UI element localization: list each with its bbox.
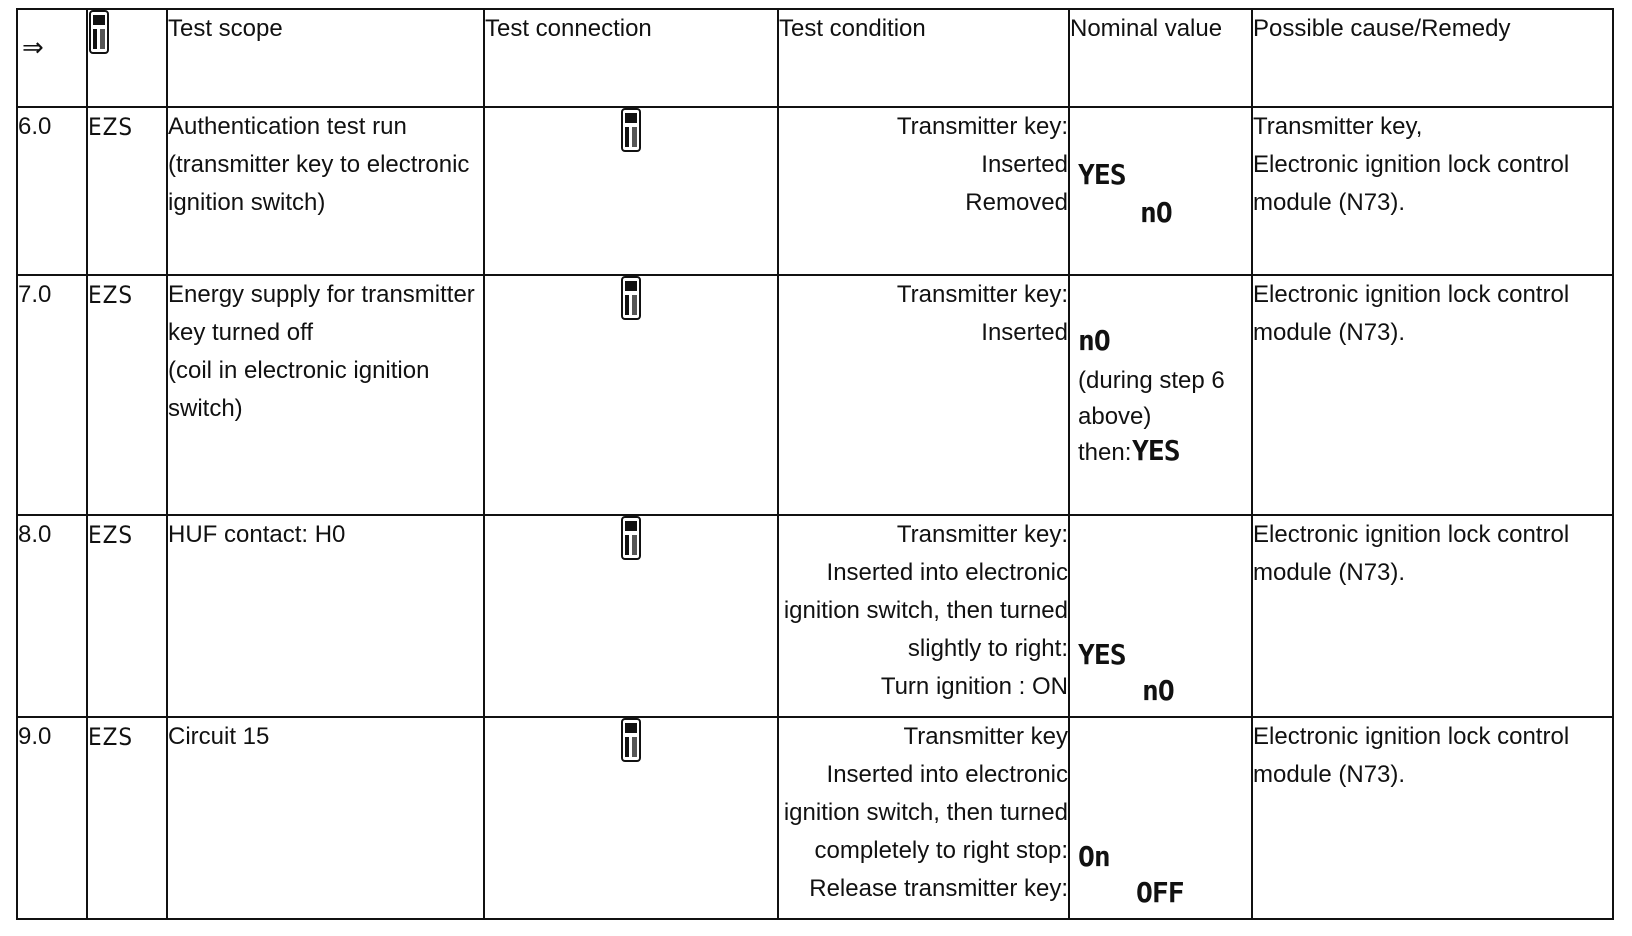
test-condition-cell bbox=[778, 717, 1069, 919]
scope-line: key turned off bbox=[168, 319, 313, 346]
scope-line: switch) bbox=[168, 395, 243, 422]
cause-line: module (N73). bbox=[1253, 559, 1406, 586]
cause-line: module (N73). bbox=[1253, 761, 1406, 788]
nominal-value: OFF bbox=[1136, 876, 1184, 909]
nominal-value-cell bbox=[1069, 515, 1252, 717]
cause-line: Electronic ignition lock control bbox=[1253, 521, 1570, 548]
unit-label: EZS bbox=[87, 515, 167, 717]
test-scope-cell bbox=[167, 107, 484, 275]
test-connection-cell bbox=[484, 717, 778, 919]
scope-line: (transmitter key to electronic bbox=[168, 151, 470, 178]
header-test-condition: Test condition bbox=[778, 9, 1069, 107]
scope-line: Circuit 15 bbox=[168, 723, 270, 750]
condition-line: Inserted bbox=[981, 319, 1068, 346]
possible-cause-cell bbox=[1252, 717, 1613, 919]
nominal-note: above) bbox=[1078, 403, 1152, 430]
tester-icon bbox=[620, 718, 642, 762]
condition-line: Transmitter key: bbox=[896, 281, 1068, 308]
test-table bbox=[16, 8, 1614, 920]
cause-line: module (N73). bbox=[1253, 189, 1406, 216]
scope-line: HUF contact: H0 bbox=[168, 521, 346, 548]
table-row bbox=[17, 515, 1613, 717]
cause-line: Electronic ignition lock control bbox=[1253, 281, 1570, 308]
condition-line: Release transmitter key: bbox=[809, 875, 1068, 902]
nominal-value: YES bbox=[1078, 638, 1126, 671]
header-tester-icon bbox=[87, 9, 167, 107]
condition-line: ignition switch, then turned bbox=[783, 799, 1068, 826]
cause-line: module (N73). bbox=[1253, 319, 1406, 346]
condition-line: Inserted into electronic bbox=[826, 559, 1068, 586]
step-number: 8.0 bbox=[17, 515, 87, 717]
header-nominal-value: Nominal value bbox=[1069, 9, 1252, 107]
nominal-value: nO bbox=[1078, 324, 1110, 357]
nominal-value-cell bbox=[1069, 107, 1252, 275]
unit-label: EZS bbox=[87, 275, 167, 515]
unit-label: EZS bbox=[87, 717, 167, 919]
test-condition-cell bbox=[778, 515, 1069, 717]
cause-line: Transmitter key, bbox=[1253, 113, 1423, 140]
scope-line: (coil in electronic ignition bbox=[168, 357, 430, 384]
condition-line: completely to right stop: bbox=[814, 837, 1068, 864]
nominal-note: (during step 6 bbox=[1078, 367, 1225, 394]
test-scope-cell bbox=[167, 515, 484, 717]
condition-line: Turn ignition : ON bbox=[880, 673, 1068, 700]
step-number: 6.0 bbox=[17, 107, 87, 275]
test-connection-cell bbox=[484, 275, 778, 515]
possible-cause-cell bbox=[1252, 275, 1613, 515]
scope-line: Energy supply for transmitter bbox=[168, 281, 475, 308]
condition-line: Transmitter key: bbox=[896, 521, 1068, 548]
condition-line: Removed bbox=[965, 189, 1068, 216]
tester-icon bbox=[620, 516, 642, 560]
test-connection-cell bbox=[484, 107, 778, 275]
step-number: 9.0 bbox=[17, 717, 87, 919]
tester-icon bbox=[88, 10, 110, 54]
cause-line: Electronic ignition lock control bbox=[1253, 723, 1570, 750]
condition-line: Inserted into electronic bbox=[826, 761, 1068, 788]
table-row bbox=[17, 107, 1613, 275]
scope-line: Authentication test run bbox=[168, 113, 407, 140]
nominal-value: nO bbox=[1142, 674, 1174, 707]
nominal-value: YES bbox=[1132, 434, 1180, 467]
possible-cause-cell bbox=[1252, 515, 1613, 717]
step-number: 7.0 bbox=[17, 275, 87, 515]
condition-line: Transmitter key: bbox=[896, 113, 1068, 140]
condition-line: Transmitter key bbox=[903, 723, 1068, 750]
unit-label: EZS bbox=[87, 107, 167, 275]
cause-line: Electronic ignition lock control bbox=[1253, 151, 1570, 178]
test-connection-cell bbox=[484, 515, 778, 717]
tester-icon bbox=[620, 276, 642, 320]
nominal-note: then: bbox=[1078, 439, 1132, 466]
nominal-value-cell bbox=[1069, 275, 1252, 515]
header-test-connection: Test connection bbox=[484, 9, 778, 107]
possible-cause-cell bbox=[1252, 107, 1613, 275]
test-scope-cell bbox=[167, 275, 484, 515]
test-scope-cell bbox=[167, 717, 484, 919]
header-possible-cause: Possible cause/Remedy bbox=[1252, 9, 1613, 107]
table-row bbox=[17, 717, 1613, 919]
scope-line: ignition switch) bbox=[168, 189, 326, 216]
header-row bbox=[17, 9, 1613, 107]
header-test-scope: Test scope bbox=[167, 9, 484, 107]
nominal-value-cell bbox=[1069, 717, 1252, 919]
test-condition-cell bbox=[778, 107, 1069, 275]
header-arrow: ⇒ bbox=[17, 9, 87, 107]
test-condition-cell bbox=[778, 275, 1069, 515]
nominal-value: nO bbox=[1140, 196, 1172, 229]
condition-line: slightly to right: bbox=[907, 635, 1068, 662]
condition-line: ignition switch, then turned bbox=[783, 597, 1068, 624]
nominal-value: On bbox=[1078, 840, 1110, 873]
tester-icon bbox=[620, 108, 642, 152]
table-row bbox=[17, 275, 1613, 515]
nominal-value: YES bbox=[1078, 158, 1126, 191]
condition-line: Inserted bbox=[981, 151, 1068, 178]
